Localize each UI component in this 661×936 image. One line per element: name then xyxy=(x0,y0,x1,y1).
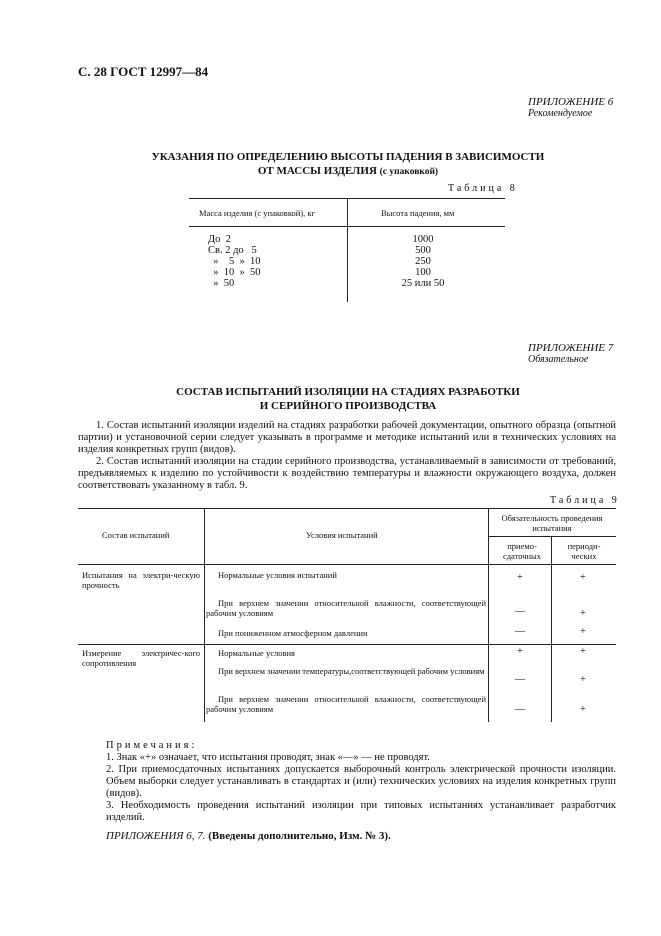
table-9-condition: При верхнем значении относительной влажности, соответствующей рабочим условиям xyxy=(206,694,486,714)
appendix-7-title: ПРИЛОЖЕНИЕ 7 xyxy=(528,342,614,354)
minus-sign: — xyxy=(515,674,525,685)
paragraph-2: 2. Состав испытаний изоляции на стадии серийного производства, устанавливаемый в зависимости от требований, предъявляемых к изделию по устойчивости к воздействию температуры и влажности окружающего воздуха, должен соответствовать указанному в табл. 9. xyxy=(78,456,616,491)
table-8-height-column xyxy=(395,234,451,289)
appendix-7-heading xyxy=(78,385,618,413)
plus-sign: + xyxy=(517,572,523,583)
mass-row: » 10 » 50 xyxy=(208,267,261,278)
table-8-caption: Таблица 8 xyxy=(448,183,518,194)
footer-appendices: ПРИЛОЖЕНИЯ 6, 7. xyxy=(106,830,206,842)
notes xyxy=(106,740,616,824)
minus-sign: — xyxy=(515,704,525,715)
plus-sign: + xyxy=(580,646,586,657)
table-9-divider xyxy=(488,508,489,722)
heading-line-2 xyxy=(78,164,618,179)
table-9-periodic-header: периоди-ческих xyxy=(567,541,601,561)
table-9-composition-header: Состав испытаний xyxy=(102,530,170,540)
table-8-mass-column xyxy=(208,234,261,289)
plus-sign: + xyxy=(517,646,523,657)
table-9-subheader-rule xyxy=(488,536,616,537)
footer-note xyxy=(106,830,391,842)
mass-row: До 2 xyxy=(208,234,231,245)
table-9-condition: Нормальные условия xyxy=(218,648,295,658)
appendix-7-body xyxy=(78,420,616,492)
mass-row: » 50 xyxy=(208,278,235,289)
appendix-7-status: Обязательное xyxy=(528,354,589,365)
height-row: 25 или 50 xyxy=(401,278,445,289)
mass-row: » 5 » 10 xyxy=(208,256,261,267)
plus-sign: + xyxy=(580,674,586,685)
plus-sign: + xyxy=(580,608,586,619)
table-9-group-rule xyxy=(78,644,616,645)
height-row: 250 xyxy=(415,256,431,267)
height-row: 100 xyxy=(415,267,431,278)
minus-sign: — xyxy=(515,606,525,617)
table-9-conditions-header: Условия испытаний xyxy=(306,530,378,540)
note-1: 1. Знак «+» означает, что испытания проводят, знак «—» — не проводят. xyxy=(106,752,430,763)
heading-line-2: И СЕРИЙНОГО ПРОИЗВОДСТВА xyxy=(259,400,437,412)
table-9-condition: При верхнем значении относительной влажности, соответствующей рабочим условиям xyxy=(206,598,486,618)
table-9-condition: При верхнем значении температуры,соответствующей рабочим условиям xyxy=(218,666,485,676)
heading-line-1: УКАЗАНИЯ ПО ОПРЕДЕЛЕНИЮ ВЫСОТЫ ПАДЕНИЯ В ЗАВИСИМОСТИ xyxy=(151,151,545,163)
height-row: 500 xyxy=(415,245,431,256)
table-9-condition: При пониженном атмосферном давлении xyxy=(218,628,368,638)
table-9-divider xyxy=(551,536,552,722)
appendix-6-label xyxy=(528,96,613,119)
plus-sign: + xyxy=(580,572,586,583)
table-9-condition: Нормальные условия испытаний xyxy=(218,570,337,580)
footer-amendment: (Введены дополнительно, Изм. № 3). xyxy=(208,830,391,842)
note-3: 3. Необходимость проведения испытаний изоляции при типовых испытаниях устанавливает разработчик изделий. xyxy=(106,800,616,823)
table-9 xyxy=(78,508,616,722)
notes-heading: Примечания: xyxy=(106,740,198,751)
table-9-acceptance-header: приемо-сдаточных xyxy=(502,541,542,561)
plus-sign: + xyxy=(580,626,586,637)
table-9-top-rule xyxy=(78,508,616,509)
page-header: С. 28 ГОСТ 12997—84 xyxy=(78,64,209,79)
table-8-column-divider xyxy=(347,198,348,302)
appendix-6-title: ПРИЛОЖЕНИЕ 6 xyxy=(528,96,614,108)
paragraph-1: 1. Состав испытаний изоляции изделий на стадиях разработки рабочей документации, опытного образца (опытной партии) и установочной серии следует указывать в программе и методике испытаний или в технических условиях на изделия конкретных групп (видов). xyxy=(78,420,616,455)
table-8 xyxy=(189,198,505,302)
appendix-7-label xyxy=(528,342,613,365)
table-8-mass-header: Масса изделия (с упаковкой), кг xyxy=(199,208,316,218)
table-9-obligatory-header: Обязательность проведения испытания xyxy=(501,513,603,533)
appendix-6-heading xyxy=(78,150,618,179)
minus-sign: — xyxy=(515,626,525,637)
table-9-divider xyxy=(204,508,205,722)
heading-line-2b: (с упаковкой) xyxy=(379,167,439,177)
height-row: 1000 xyxy=(412,234,434,245)
heading-line-2a: ОТ МАССЫ ИЗДЕЛИЯ xyxy=(257,165,377,177)
table-9-group-electric-strength: Испытания на электри-ческую прочность xyxy=(82,570,200,590)
table-8-height-header: Высота падения, мм xyxy=(381,208,455,218)
table-9-group-electric-resistance: Измерение электричес-кого сопротивления xyxy=(82,648,200,668)
table-9-header-rule xyxy=(78,564,616,565)
note-2: 2. При приемосдаточных испытаниях допускается выборочный контроль электрической прочности изоляции. Объем выборки следует устанавливать в стандартах и (или) технических условиях на изделия конкретных групп (видов). xyxy=(106,764,616,799)
appendix-6-status: Рекомендуемое xyxy=(528,108,593,119)
heading-line-1: СОСТАВ ИСПЫТАНИЙ ИЗОЛЯЦИИ НА СТАДИЯХ РАЗРАБОТКИ xyxy=(176,386,520,398)
table-9-caption: Таблица 9 xyxy=(550,495,620,506)
plus-sign: + xyxy=(580,704,586,715)
mass-row: Св. 2 до 5 xyxy=(208,245,257,256)
